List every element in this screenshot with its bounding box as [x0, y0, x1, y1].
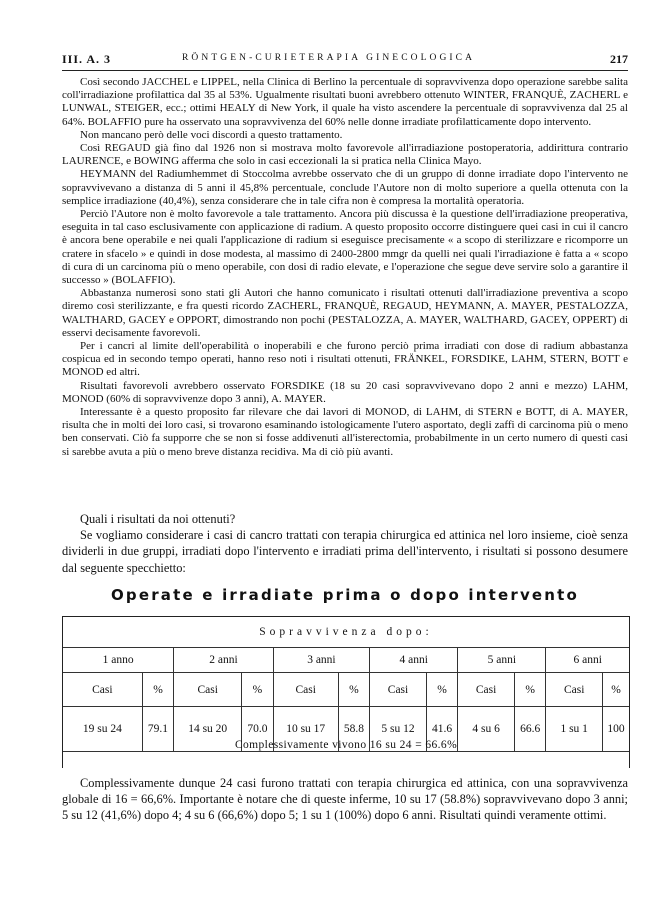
paragraph: Così REGAUD già fino dal 1926 non si mostrava molto favorevole all'irradiazione postoperatoria, addirittura contrario LAURENCE, e BOWING afferma che solo in casi eccezionali la si pratica nella Clinica Mayo.: [62, 142, 628, 168]
period-header: 6 anni: [546, 648, 629, 673]
paragraph: Perciò l'Autore non è molto favorevole a tale trattamento. Ancora più discussa è la questione dell'irradiazione preoperativa, eseguita in tal caso esclusivamente con applicazione di radium. A questo proposito occorre distinguere quei casi in cui il cancro è ancora bene operabile e nei quali l'applicazione di radium si eseguisce precisamente « a scopo di sterilizzare e ricomporre un cratere in sfacelo » e quindi in dose modesta, al massimo di 2400-2800 mmgr da quelli nei quali l'irradiazione è fatta a « scopo di cura di un carcinoma più o meno operabile, con dosi di radio elevate, e l'operazione che segue deve servire solo a garantire il successo » (BOLAFFIO).: [62, 208, 628, 287]
running-title: RÖNTGEN-CURIETERAPIA GINECOLOGICA: [182, 53, 476, 63]
paragraph: Complessivamente dunque 24 casi furono trattati con terapia chirurgica ed attinica, con una sopravvivenza globale di 16 = 66,6%. Importante è notare che di queste inferme, 10 su 17 (58.8%) sopravvivevano dopo 3 anni; 5 su 12 (41,6%) dopo 4; 4 su 6 (66,6%) dopo 5; 1 su 1 (100%) dopo 6 anni. Risultati quindi veramente ottimi.: [62, 776, 628, 823]
paragraph: Se vogliamo considerare i casi di cancro trattati con terapia chirurgica ed attinica nel loro insieme, cioè senza dividerli in due gruppi, irradiati dopo l'intervento e irradiati prima dell'intervento, i risultati si possono desumere dal seguente specchietto:: [62, 528, 628, 575]
header-rule: [62, 70, 628, 71]
column-header-casi: Casi: [370, 673, 427, 707]
page-number: 217: [610, 52, 628, 66]
table-header: Sopravvivenza dopo:: [63, 617, 629, 648]
paragraph: Interessante è a questo proposito far rilevare che dai lavori di MONOD, di LAHM, di STERN e BOTT, di A. MAYER, risulta che in molti dei loro casi, si trovarono esaminando istologicamente l'utero asportato, degli zaffi di carcinoma più o meno ben conservati. Ciò fa supporre che se non si fosse addivenuti all'isterectomia, probabilmente in un certo numero di questi casi si sarebbe avuta a più o meno breve distanza recidiva. Ma di ciò più avanti.: [62, 406, 628, 458]
cell-percent: 79.1: [142, 707, 174, 752]
table-summary: Complessivamente vivono 16 su 24 = 66.6%: [234, 739, 458, 751]
column-header-casi: Casi: [273, 673, 338, 707]
cell-casi: 5 su 12: [370, 707, 427, 752]
period-header: 5 anni: [458, 648, 546, 673]
paragraph: Per i cancri al limite dell'operabilità o inoperabili e che furono perciò prima irradiati con dose di radium abbastanza cospicua ed in secondo tempo operati, hanno reso noti i risultati ottenuti, FRÄNKEL, FORSDIKE, LAHM, STERN, BOTT e MONOD ed altri.: [62, 340, 628, 379]
column-header-percent: %: [514, 673, 546, 707]
column-header-casi: Casi: [174, 673, 242, 707]
column-header-casi: Casi: [63, 673, 142, 707]
survival-table: [62, 616, 630, 768]
closing-section: [62, 775, 628, 824]
cell-casi: 14 su 20: [174, 707, 242, 752]
section-number: III. A. 3: [62, 52, 112, 66]
cell-percent: 58.8: [338, 707, 370, 752]
paragraph: Risultati favorevoli avrebbero osservato FORSDIKE (18 su 20 casi sopravvivevano dopo 2 anni e mezzo) LAHM, MONOD (60% di sopravvivenze dopo 3 anni), A. MAYER.: [62, 379, 628, 405]
small-print-section: [62, 76, 628, 459]
cell-casi: 19 su 24: [63, 707, 142, 752]
cell-casi: 1 su 1: [546, 707, 603, 752]
column-header-percent: %: [603, 673, 630, 707]
cell-percent: 66.6: [514, 707, 546, 752]
table-title: Operate e irradiate prima o dopo intervento: [110, 586, 580, 604]
period-header: 1 anno: [63, 648, 174, 673]
paragraph: Abbastanza numerosi sono stati gli Autori che hanno comunicato i risultati ottenuti dall'irradiazione preventiva a scopo diremo così sterilizzante, e fra questi ricordo ZACHERL, FRANQUÈ, REGAUD, HEYMANN, A. MAYER, PESTALOZZA, WALTHARD, GACEY e OPPORT, dimostrando non pochi (PESTALOZZA, A. MAYER, WALTHARD, GACEY, OPPERT) di esservi decisamente favorevoli.: [62, 287, 628, 339]
column-header-percent: %: [426, 673, 458, 707]
paragraph: HEYMANN del Radiumhemmet di Stoccolma avrebbe osservato che di un gruppo di donne irradiate dopo l'intervento ne sopravvivevano a distanza di 5 anni il 45,8% percentuale, conclude l'Autore non di molto superiore a quella ottenuta con la semplice irradiazione (40,4%), senza considerare che in tale cifra non è compresa la mortalità operatoria.: [62, 168, 628, 207]
body-text-section: [62, 511, 628, 576]
cell-percent: 70.0: [242, 707, 274, 752]
column-header-casi: Casi: [546, 673, 603, 707]
cell-percent: 41.6: [426, 707, 458, 752]
column-header-percent: %: [142, 673, 174, 707]
period-header: 4 anni: [370, 648, 458, 673]
cell-casi: 4 su 6: [458, 707, 515, 752]
column-header-percent: %: [242, 673, 274, 707]
column-header-casi: Casi: [458, 673, 515, 707]
period-header: 3 anni: [273, 648, 370, 673]
paragraph: Quali i risultati da noi ottenuti?: [80, 512, 236, 526]
cell-percent: 100: [603, 707, 630, 752]
cell-casi: 10 su 17: [273, 707, 338, 752]
period-header: 2 anni: [174, 648, 273, 673]
page-header: [62, 52, 628, 68]
column-header-percent: %: [338, 673, 370, 707]
paragraph: Così secondo JACCHEL e LIPPEL, nella Clinica di Berlino la percentuale di sopravvivenza dopo operazione sarebbe salita coll'irradiazione profilattica dal 35 al 53%. Ugualmente risultati buoni avrebbero ottenuto WINTER, FRANQUÈ, ZACHERL e LUNWAL, STEIGER, ecc.; ottimi HEALY di New York, il quale ha visto ascendere la percentuale di sopravvivenza dal 25 al 64%. BOLAFFIO pure ha osservato una sopravvivenza del 60% nelle donne irradiate profilatticamente dopo intervento.: [62, 76, 628, 128]
paragraph: Non mancano però delle voci discordi a questo trattamento.: [80, 128, 343, 141]
